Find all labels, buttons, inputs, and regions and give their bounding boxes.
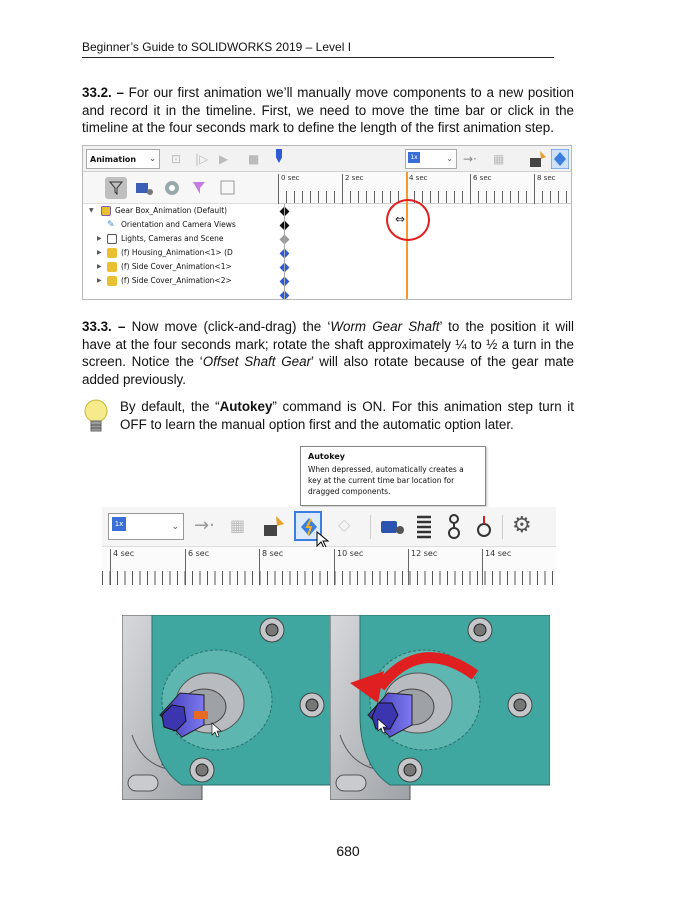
playback-mode-icon: →· <box>463 152 477 166</box>
tree-item-label: Orientation and Camera Views <box>121 220 236 229</box>
ruler-ticks <box>278 191 571 203</box>
page-number: 680 <box>336 843 360 859</box>
chevron-down-icon: ⌄ <box>171 522 179 532</box>
tree-item-label: Gear Box_Animation (Default) <box>115 206 228 215</box>
assembly-icon <box>101 206 111 216</box>
calculate-icon: ⊡ <box>171 152 182 166</box>
autokey-tooltip <box>300 446 486 506</box>
expand-arrow-icon: ▶ <box>97 277 102 284</box>
speed-value: 1x <box>408 152 420 163</box>
tree-item-label: (f) Side Cover_Animation<1> <box>121 262 232 271</box>
expand-arrow-icon: ▶ <box>97 263 102 270</box>
ruler-label: 4 sec <box>406 174 427 204</box>
time-marker-icon <box>276 149 282 163</box>
tip-text-part: ” command is ON. For this animation step turn it OFF to learn the manual option first and the automatic option later. <box>120 399 574 432</box>
expand-arrow-icon: ▶ <box>97 235 102 242</box>
study-type-label: Animation <box>90 155 137 164</box>
speed-value: 1x <box>112 517 126 531</box>
ruler-label: 4 sec <box>110 549 134 585</box>
motion-toolbar <box>83 146 571 172</box>
animation-timeline-screenshot <box>82 145 572 300</box>
ruler-label: 12 sec <box>408 549 437 585</box>
ruler-label: 8 sec <box>259 549 283 585</box>
tree-item-label: (f) Housing_Animation<1> (D <box>121 248 233 257</box>
camera-views-icon: ✎ <box>107 220 115 230</box>
filter-selected-icon[interactable] <box>161 177 183 199</box>
tree-item-label: (f) Side Cover_Animation<2> <box>121 276 232 285</box>
timeline-ruler[interactable] <box>278 172 571 204</box>
drag-cursor-icon: ⇔ <box>395 212 406 226</box>
running-header: Beginner’s Guide to SOLIDWORKS 2019 – Level I <box>82 40 554 58</box>
ruler-ticks <box>102 571 556 585</box>
autokey-toolbar-screenshot <box>102 507 556 585</box>
step-33-3-paragraph <box>82 318 574 388</box>
step-text: ’ will also rotate because of the gear mate added previously. <box>82 354 574 387</box>
tip-text <box>120 398 574 433</box>
gearbox-render-image <box>330 615 550 800</box>
chevron-down-icon: ⌄ <box>446 154 453 163</box>
step-text: ’ to the position it will have at the four seconds mark; rotate the shaft approximately ¼ to ½ a turn in the screen. Notice the ‘ <box>82 319 574 369</box>
tooltip-body: When depressed, automatically creates a key at the current time bar location for dragged components. <box>308 465 464 496</box>
motion-toolbar <box>102 507 556 547</box>
chevron-down-icon: ⌄ <box>149 154 156 163</box>
part-icon <box>107 262 117 272</box>
damper-icon[interactable] <box>444 513 464 541</box>
lights-icon <box>107 234 117 244</box>
timeline-ruler[interactable] <box>102 547 556 585</box>
playback-speed-combo[interactable] <box>405 149 457 169</box>
ruler-label: 2 sec <box>342 174 363 204</box>
gearbox-render-after <box>330 615 550 800</box>
toolbar-separator <box>502 515 503 539</box>
part-name: Offset Shaft Gear <box>202 354 312 369</box>
gearbox-render-before <box>122 615 342 800</box>
motion-feature-tree <box>83 204 278 300</box>
autokey-icon[interactable] <box>551 149 569 169</box>
filter-animated-icon[interactable] <box>105 177 127 199</box>
filter-results-icon[interactable] <box>189 177 211 199</box>
expand-arrow-icon: ▶ <box>97 249 102 256</box>
step-33-2-paragraph <box>82 84 574 137</box>
playback-speed-combo[interactable] <box>108 513 184 540</box>
ruler-label: 14 sec <box>482 549 511 585</box>
gear-icon[interactable]: ⚙ <box>512 513 532 538</box>
highlight-circle <box>386 199 430 241</box>
play-from-start-icon: |▷ <box>195 152 209 166</box>
ruler-label: 10 sec <box>334 549 363 585</box>
step-number: 33.2. – <box>82 85 124 100</box>
motor-icon[interactable] <box>378 515 406 539</box>
playback-mode-icon[interactable]: →· <box>194 515 215 536</box>
add-key-icon[interactable]: ◇ <box>338 515 351 534</box>
tooltip-title: Autokey <box>308 452 345 461</box>
zoom-timeline-icon[interactable] <box>217 177 239 199</box>
animation-wizard-icon[interactable] <box>262 514 286 538</box>
ruler-label: 6 sec <box>470 174 491 204</box>
step-text: For our first animation we’ll manually move components to a new position and record it in the timeline. First, we need to move the time bar or click in the timeline at the four seconds mark to define the length of the first animation step. <box>82 85 575 135</box>
ruler-label: 8 sec <box>534 174 555 204</box>
step-text: Now move (click-and-drag) the ‘ <box>131 319 331 334</box>
filter-drive-icon[interactable] <box>133 177 155 199</box>
step-number: 33.3. – <box>82 319 126 334</box>
part-name: Worm Gear Shaft <box>330 319 440 334</box>
play-icon: ▶ <box>219 152 229 166</box>
gearbox-render-image <box>122 615 342 800</box>
save-animation-icon[interactable]: ▦ <box>230 516 246 535</box>
ruler-label: 6 sec <box>185 549 209 585</box>
lightbulb-icon <box>83 398 109 434</box>
animation-wizard-icon[interactable] <box>528 149 548 169</box>
save-animation-icon: ▦ <box>493 152 505 166</box>
tip-text-part: By default, the “ <box>120 399 220 414</box>
force-icon[interactable] <box>474 514 494 540</box>
tip-keyword: Autokey <box>219 399 273 414</box>
collapse-arrow-icon: ▼ <box>89 207 94 214</box>
spring-icon[interactable] <box>414 514 434 540</box>
ruler-label: 0 sec <box>278 174 299 204</box>
toolbar-separator <box>370 515 371 539</box>
part-icon <box>107 248 117 258</box>
zero-line <box>284 204 285 300</box>
tree-item-label: Lights, Cameras and Scene <box>121 234 224 243</box>
study-type-combo[interactable] <box>86 149 160 169</box>
filter-icon-row <box>83 172 278 204</box>
part-icon <box>107 276 117 286</box>
stop-icon: ■ <box>248 152 260 166</box>
